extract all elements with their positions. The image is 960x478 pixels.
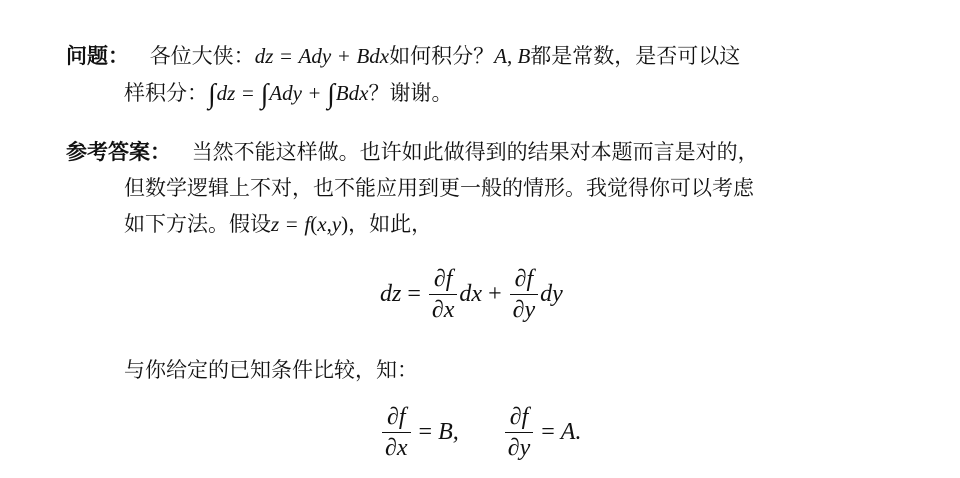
fraction-denominator: ∂y xyxy=(507,435,531,462)
math-ady: Ady xyxy=(269,81,302,105)
answer-text-1: 当然不能这样做。也许如此做得到的结果对本题而言是对的， xyxy=(191,140,759,164)
math-paren-close: ) xyxy=(341,212,349,236)
math-a: A xyxy=(494,44,507,68)
comparison-paragraph xyxy=(66,352,866,388)
math-plus: + xyxy=(337,44,350,68)
eq1-plus: + xyxy=(488,281,502,308)
eq1-dy: dy xyxy=(540,281,563,308)
fraction-denominator: ∂x xyxy=(431,297,455,324)
math-comma: , xyxy=(506,44,518,68)
math-bdx: Bdx xyxy=(335,81,369,105)
answer-text-4: ，如此， xyxy=(348,212,433,236)
fraction-numerator: ∂f xyxy=(433,266,453,292)
eq2-equals-2: = xyxy=(541,419,555,446)
question-text-5: ？谢谢。 xyxy=(368,81,453,105)
math-y: y xyxy=(331,212,342,236)
question-line-2 xyxy=(66,74,866,111)
fraction-numerator: ∂f xyxy=(514,266,534,292)
fraction-denominator: ∂y xyxy=(512,297,536,324)
math-plus: + xyxy=(308,81,321,105)
eq1-lhs: dz xyxy=(380,281,402,308)
math-equals: = xyxy=(280,44,292,68)
fraction-df-dx xyxy=(382,402,411,463)
math-dz: dz xyxy=(216,81,236,105)
fraction-denominator: ∂x xyxy=(385,435,408,462)
fraction-df-dy xyxy=(510,264,539,325)
answer-label: 参考答案： xyxy=(66,140,171,164)
math-comma: , xyxy=(326,212,332,236)
question-label: 问题： xyxy=(66,44,129,68)
answer-paragraph xyxy=(66,134,866,242)
fraction-df-dx xyxy=(429,264,458,325)
eq1-dx: dx xyxy=(459,281,483,308)
math-ady: Ady xyxy=(298,44,332,68)
equation-partials xyxy=(380,402,581,463)
math-b: B xyxy=(517,44,531,68)
math-x: x xyxy=(317,212,327,236)
math-bdx: Bdx xyxy=(356,44,390,68)
math-equals: = xyxy=(242,81,254,105)
question-text-2: 如何积分？ xyxy=(389,44,495,68)
question-text-1: 各位大侠： xyxy=(149,44,255,68)
answer-text-3: 如下方法。假设 xyxy=(124,212,271,236)
math-f: f xyxy=(304,212,311,236)
answer-text-2: 但数学逻辑上不对，也不能应用到更一般的情形。我觉得你可以考虑 xyxy=(124,176,754,200)
answer-text-5: 与你给定的已知条件比较，知： xyxy=(124,358,418,382)
question-text-3: 都是常数，是否可以这 xyxy=(530,44,741,68)
question-text-4: 样积分： xyxy=(124,81,208,105)
math-z: z xyxy=(271,212,280,236)
answer-line-3 xyxy=(66,206,866,242)
equation-total-differential xyxy=(380,264,563,325)
integral-symbol: ∫ xyxy=(327,79,335,110)
fraction-numerator: ∂f xyxy=(509,404,529,430)
eq2-value-b: B, xyxy=(438,419,459,446)
math-dz: dz xyxy=(254,44,274,68)
eq2-value-a: A. xyxy=(560,419,582,446)
math-paren-open: ( xyxy=(310,212,318,236)
eq2-equals-1: = xyxy=(418,419,433,446)
integral-symbol: ∫ xyxy=(260,79,269,110)
integral-symbol: ∫ xyxy=(208,79,216,110)
question-paragraph xyxy=(66,38,866,111)
fraction-df-dy xyxy=(505,402,534,463)
eq1-equals: = xyxy=(407,281,421,308)
math-equals: = xyxy=(285,212,298,236)
fraction-numerator: ∂f xyxy=(386,404,406,430)
